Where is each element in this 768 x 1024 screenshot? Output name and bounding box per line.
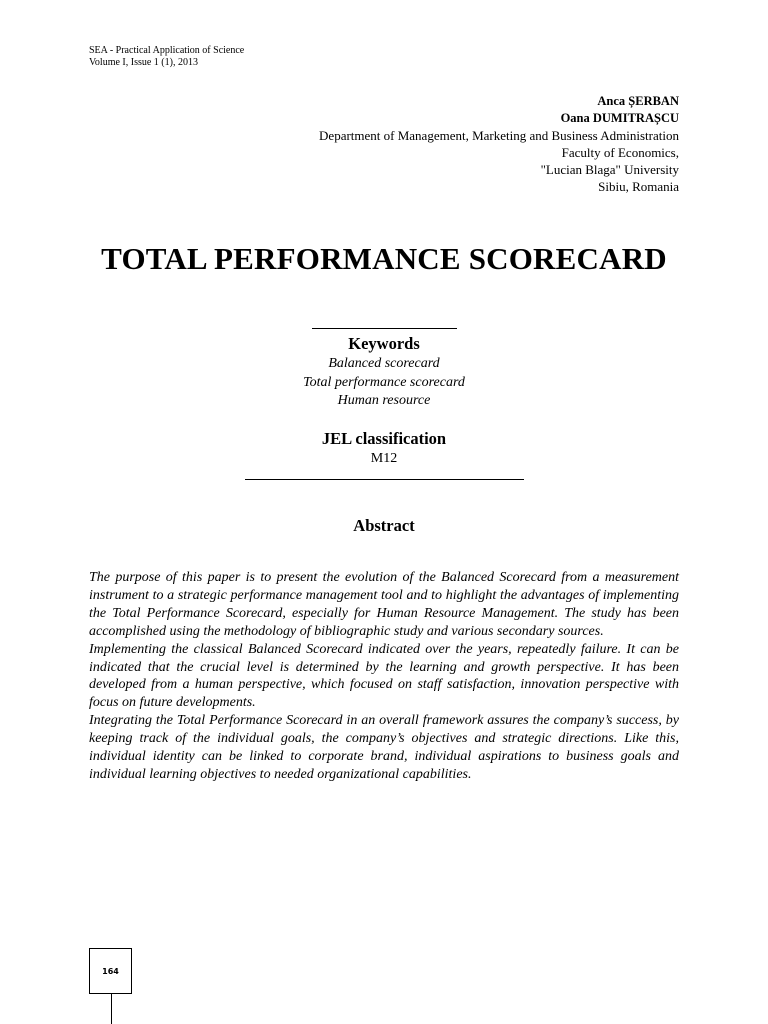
abstract-paragraph: Implementing the classical Balanced Scorecard indicated over the years, repeatedly failure. It can be indicated that the crucial level is determined by the learning and growth perspective. It has been developed from a human perspective, which focused on staff satisfaction, innovation perspective with focus on future developments. <box>89 641 679 711</box>
affiliation-line: Sibiu, Romania <box>598 179 679 194</box>
author-name: Anca ȘERBAN <box>597 94 679 108</box>
affiliation-line: "Lucian Blaga" University <box>540 162 679 177</box>
author-name: Oana DUMITRAȘCU <box>560 111 679 125</box>
abstract-heading: Abstract <box>353 516 415 535</box>
divider-bottom <box>245 479 524 480</box>
journal-header <box>89 45 244 69</box>
abstract-paragraph: Integrating the Total Performance Scorecard in an overall framework assures the company’s success, by keeping track of the individual goals, the company’s objectives and strategic directions. Like this, individual identity can be linked to corporate brand, individual aspirations to business goals and individual learning objectives to needed organizational capabilities. <box>89 713 679 782</box>
paper-title: TOTAL PERFORMANCE SCORECARD <box>101 241 667 276</box>
journal-name: SEA - Practical Application of Science <box>89 45 245 56</box>
jel-code: M12 <box>370 451 398 466</box>
affiliation-line: Department of Management, Marketing and Business Administration <box>319 128 679 143</box>
keywords-section <box>89 333 679 411</box>
keyword-item: Balanced scorecard <box>328 356 440 371</box>
keyword-item: Total performance scorecard <box>303 374 465 390</box>
abstract-body <box>89 569 679 784</box>
author-block <box>79 93 679 195</box>
jel-heading: JEL classification <box>321 429 447 448</box>
abstract-paragraph: The purpose of this paper is to present the evolution of the Balanced Scorecard from a measurement instrument to a strategic performance management tool and to highlight the advantages of implementing the Total Performance Scorecard, especially for Human Resource Management. The study has been accomplished using the methodology of bibliographic study and various secondary sources. <box>89 570 679 639</box>
jel-section <box>89 428 679 468</box>
page-number-box <box>89 948 132 994</box>
affiliation-line: Faculty of Economics, <box>561 145 679 160</box>
keywords-heading: Keywords <box>348 334 420 353</box>
page-number-stem <box>111 994 112 1024</box>
divider-top <box>312 328 457 329</box>
page-number: 164 <box>102 966 119 976</box>
journal-volume: Volume I, Issue 1 (1), 2013 <box>89 57 198 68</box>
keyword-item: Human resource <box>337 393 431 408</box>
